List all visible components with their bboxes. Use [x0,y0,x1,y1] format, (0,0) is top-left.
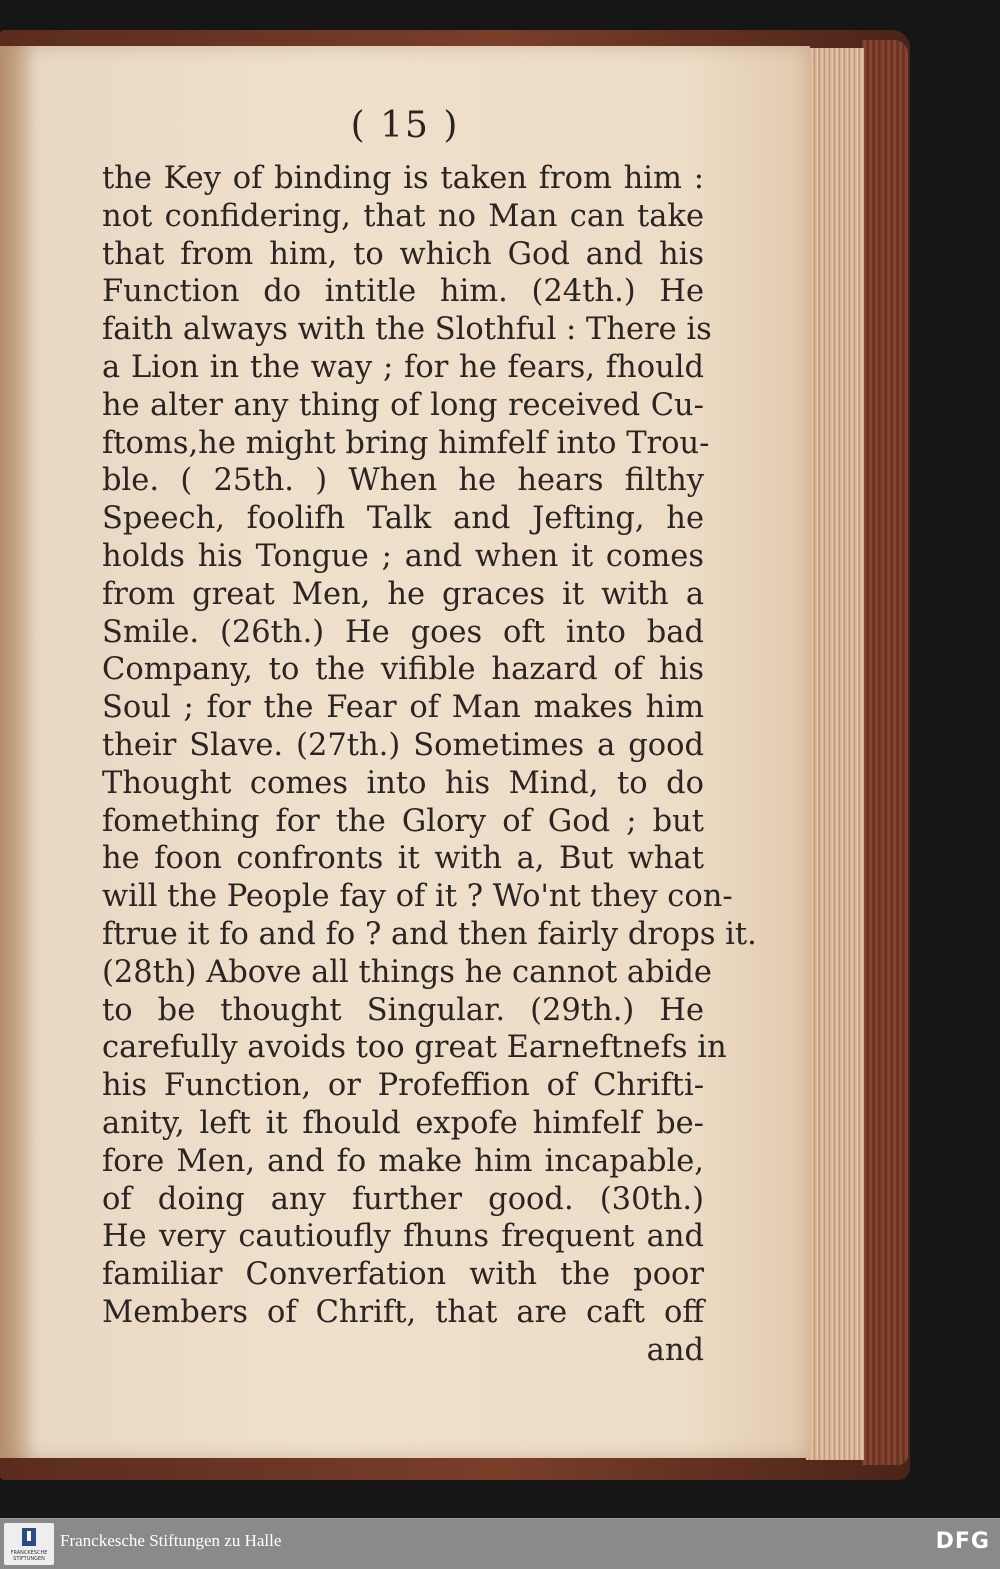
text-line: anity, left it fhould expofe himfelf be- [102,1105,704,1141]
seal-emblem-icon [19,1526,39,1548]
institution-name: Franckesche Stiftungen zu Halle [60,1531,282,1550]
page-gutter-shadow [0,46,34,1458]
text-line: their Slave. (27th.) Sometimes a good [102,727,704,763]
text-line: fomething for the Glory of God ; but [102,803,704,839]
text-line: Function do intitle him. (24th.) He [102,274,704,310]
text-line: he alter any thing of long received Cu- [102,387,704,423]
institution-seal-logo [4,1523,54,1565]
text-line: Smile. (26th.) He goes oft into bad [102,614,704,650]
text-line: his Function, or Profeffion of Chrifti- [102,1068,704,1104]
text-line: to be thought Singular. (29th.) He [102,992,704,1028]
text-line: Soul ; for the Fear of Man makes him [102,690,704,726]
text-line: familiar Converfation with the poor [102,1257,704,1293]
text-line: of doing any further good. (30th.) [102,1181,704,1217]
text-line: the Key of binding is taken from him : [102,161,704,196]
page-fore-edge [806,48,864,1460]
viewer-footer-bar [0,1518,1000,1569]
text-line: ble. ( 25th. ) When he hears filthy [102,463,704,499]
page-number: ( 15 ) [350,105,460,146]
dfg-logo: DFG [935,1529,990,1554]
text-line: he foon confronts it with a, But what [102,841,704,877]
text-line: holds his Tongue ; and when it comes [102,538,704,574]
text-line: Company, to the vifible hazard of his [102,652,704,688]
text-line: faith always with the Slothful : There is [102,312,712,348]
catchword: and [646,1332,704,1368]
text-line: fore Men, and fo make him incapable, [102,1143,704,1179]
text-line: that from him, to which God and his [102,236,704,272]
text-line: He very cautioufly fhuns frequent and [102,1219,704,1255]
text-line: ftoms,he might bring himfelf into Trou- [102,425,710,461]
text-line: from great Men, he graces it with a [102,576,704,612]
text-line: a Lion in the way ; for he fears, fhould [102,349,704,385]
text-line: Thought comes into his Mind, to do [102,765,704,801]
text-line: (28th) Above all things he cannot abide [102,954,712,990]
text-line: not confidering, that no Man can take [102,198,704,234]
text-line: carefully avoids too great Earneftnefs in [102,1030,727,1066]
text-line: will the People fay of it ? Wo'nt they con- [102,879,733,915]
seal-text: FRANCKESCHE STIFTUNGEN [10,1550,48,1562]
book-spine-edge [862,40,908,1465]
page-text [102,160,757,1370]
text-line: ftrue it fo and fo ? and then fairly drops it. [102,916,757,952]
text-line: Members of Chrift, that are caft off [102,1294,704,1330]
text-line: Speech, foolifh Talk and Jefting, he [102,501,704,537]
